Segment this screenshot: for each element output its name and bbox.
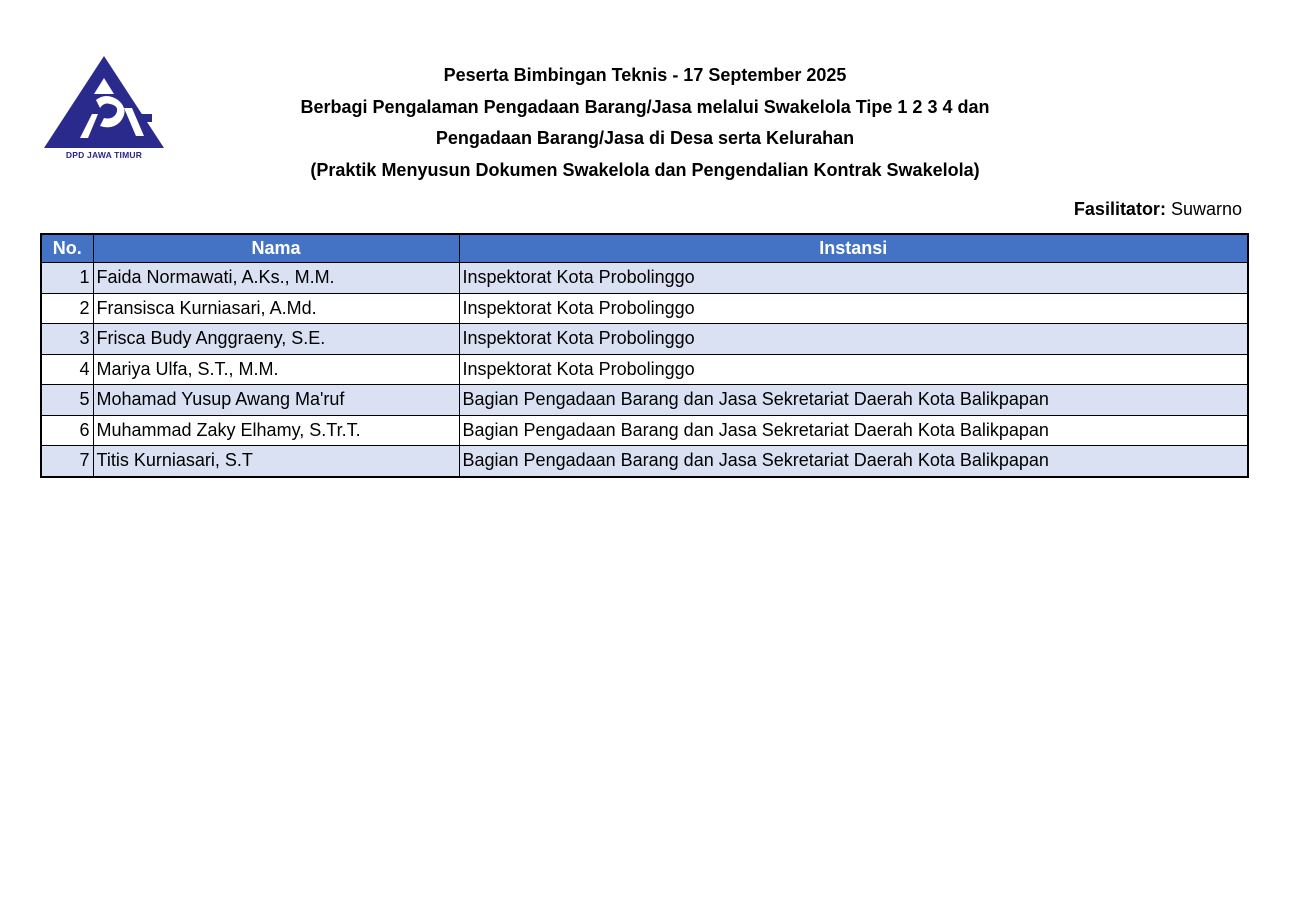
column-header-instansi: Instansi [459,234,1248,263]
organization-logo [40,52,168,164]
column-header-no: No. [41,234,93,263]
table-header-row [41,234,1248,263]
row-number: 5 [41,385,93,416]
title-line: Pengadaan Barang/Jasa di Desa serta Kelurahan [435,128,855,148]
row-number: 4 [41,354,93,385]
participant-name: Mariya Ulfa, S.T., M.M. [93,354,459,385]
document-title [200,60,1090,186]
row-number: 3 [41,324,93,355]
table-row [41,263,1248,294]
row-number: 7 [41,446,93,477]
facilitator-name: Suwarno [1170,199,1242,219]
table-row [41,293,1248,324]
logo-caption: DPD JAWA TIMUR [65,150,143,160]
participant-name: Fransisca Kurniasari, A.Md. [93,293,459,324]
participant-name: Mohamad Yusup Awang Ma'ruf [93,385,459,416]
participant-name: Faida Normawati, A.Ks., M.M. [93,263,459,294]
participant-institution: Inspektorat Kota Probolinggo [459,293,1248,324]
table-row [41,354,1248,385]
row-number: 6 [41,415,93,446]
title-line: Peserta Bimbingan Teknis - 17 September 2025 [443,65,847,85]
table-row [41,324,1248,355]
participant-institution: Inspektorat Kota Probolinggo [459,263,1248,294]
participant-name: Muhammad Zaky Elhamy, S.Tr.T. [93,415,459,446]
participant-institution: Inspektorat Kota Probolinggo [459,324,1248,355]
facilitator-label: Fasilitator: [1073,199,1166,219]
participant-institution: Bagian Pengadaan Barang dan Jasa Sekretariat Daerah Kota Balikpapan [459,385,1248,416]
participant-institution: Bagian Pengadaan Barang dan Jasa Sekretariat Daerah Kota Balikpapan [459,446,1248,477]
table-row [41,415,1248,446]
participant-name: Titis Kurniasari, S.T [93,446,459,477]
row-number: 1 [41,263,93,294]
api-triangle-logo-icon [40,52,168,152]
participant-institution: Bagian Pengadaan Barang dan Jasa Sekretariat Daerah Kota Balikpapan [459,415,1248,446]
column-header-nama: Nama [93,234,459,263]
title-line: Berbagi Pengalaman Pengadaan Barang/Jasa melalui Swakelola Tipe 1 2 3 4 dan [300,96,990,117]
table-row [41,385,1248,416]
participant-name: Frisca Budy Anggraeny, S.E. [93,324,459,355]
participant-institution: Inspektorat Kota Probolinggo [459,354,1248,385]
facilitator [1074,199,1242,220]
title-line: (Praktik Menyusun Dokumen Swakelola dan Pengendalian Kontrak Swakelola) [310,159,980,180]
participant-table [40,233,1249,478]
table-row [41,446,1248,477]
row-number: 2 [41,293,93,324]
